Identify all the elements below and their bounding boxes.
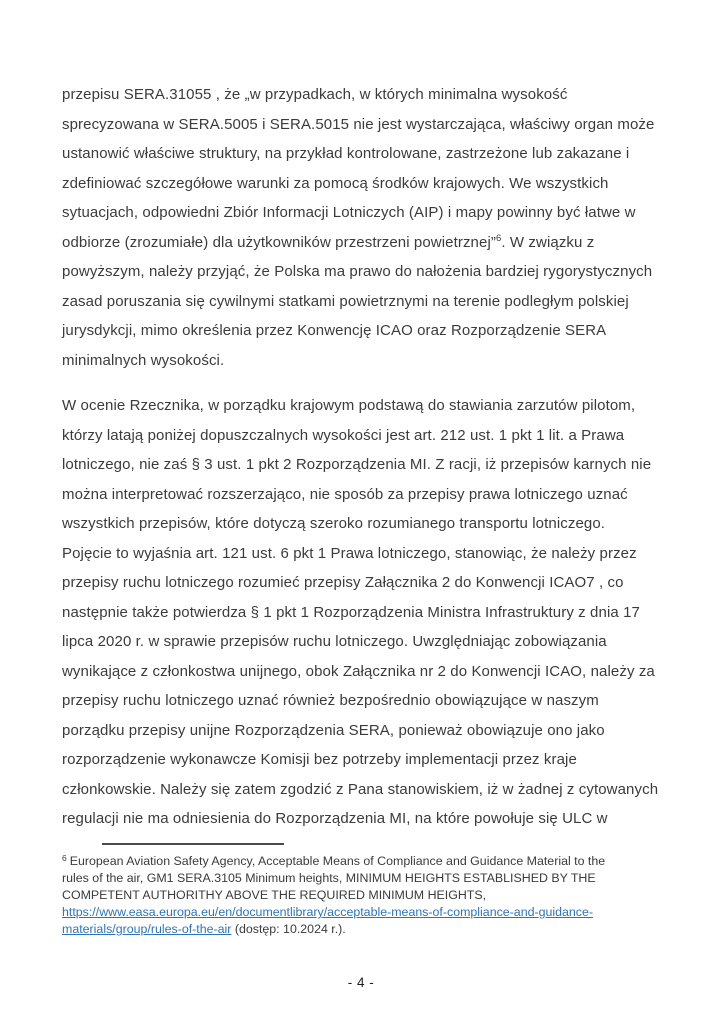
text-line: sytuacjach, odpowiedni Zbiór Informacji Lotniczych (AIP) i mapy powinny być łatwe w <box>62 204 636 221</box>
text-line: wynikające z członkostwa unijnego, obok Załącznika nr 2 do Konwencji ICAO, należy za <box>62 662 655 680</box>
text-line: którzy latają poniżej dopuszczalnych wysokości jest art. 212 ust. 1 pkt 1 lit. a Prawa <box>62 426 625 444</box>
text-line: porządku przepisy unijne Rozporządzenia SERA, ponieważ obowiązuje ono jako <box>62 721 605 739</box>
text-line: ustanowić właściwe struktury, na przykład kontrolowane, zastrzeżone lub zakazane i <box>62 145 630 162</box>
footnote-line <box>62 921 666 938</box>
page-number: - 4 - <box>347 975 375 990</box>
text-line: wszystkich przepisów, które dotyczą szeroko rozumianego transportu lotniczego. <box>62 515 606 532</box>
text-line: sprecyzowana w SERA.5005 i SERA.5015 nie jest wystarczająca, właściwy organ może <box>62 115 655 133</box>
footnote-marker: 6 <box>62 853 67 863</box>
text-line: lotniczego, nie zaś § 3 ust. 1 pkt 2 Rozporządzenia MI. Z racji, iż przepisów karnych nie <box>62 456 652 473</box>
text-line: rozporządzenie wykonawcze Komisji bez potrzeby implementacji przez kraje <box>62 751 577 768</box>
paragraph-2 <box>62 391 666 834</box>
text-line: powyższym, należy przyjąć, że Polska ma prawo do nałożenia bardziej rygorystycznych <box>62 263 653 280</box>
easa-link[interactable]: https://www.easa.europa.eu/en/documentlibrary/acceptable-means-of-compliance-and-guidance- <box>62 905 594 919</box>
footnote-line <box>62 904 666 921</box>
text-line: W ocenie Rzecznika, w porządku krajowym podstawą do stawiania zarzutów pilotom, <box>62 397 636 414</box>
footnote-separator <box>102 843 284 845</box>
document-body <box>62 80 666 850</box>
footnote-reference: 6 <box>495 232 502 244</box>
text-line: przepisy ruchu lotniczego uznać również bezpośrednio obowiązujące w naszym <box>62 692 599 709</box>
text-line: regulacji nie ma odniesienia do Rozporządzenia MI, na które powołuje się ULC w <box>62 810 608 827</box>
text-segment: odbiorze (zrozumiałe) dla użytkowników przestrzeni powietrznej” <box>62 233 496 251</box>
text-line <box>62 228 666 258</box>
footnote-6 <box>62 853 666 938</box>
footnote-line: COMPETENT AUTHORITHY ABOVE THE REQUIRED MINIMUM HEIGHTS, <box>62 888 487 902</box>
paragraph-1 <box>62 80 666 375</box>
text-line: minimalnych wysokości. <box>62 351 225 369</box>
text-line: przepisu SERA.31055 , że „w przypadkach, w których minimalna wysokość <box>62 86 568 103</box>
text-line: następnie także potwierdza § 1 pkt 1 Rozporządzenia Ministra Infrastruktury z dnia 17 <box>62 603 640 621</box>
footnote-access-date: (dostęp: 10.2024 r.). <box>231 922 346 936</box>
text-line: Pojęcie to wyjaśnia art. 121 ust. 6 pkt 1 Prawa lotniczego, stanowiąc, że należy przez <box>62 544 637 562</box>
footnote-line: rules of the air, GM1 SERA.3105 Minimum heights, MINIMUM HEIGHTS ESTABLISHED BY THE <box>62 871 596 885</box>
text-line: członkowskie. Należy się zatem zgodzić z Pana stanowiskiem, iż w żadnej z cytowanych <box>62 780 659 798</box>
easa-link[interactable]: materials/group/rules-of-the-air <box>62 922 232 936</box>
text-line: lipca 2020 r. w sprawie przepisów ruchu lotniczego. Uwzględniając zobowiązania <box>62 633 607 650</box>
text-line: zasad poruszania się cywilnymi statkami powietrznymi na terenie podległym polskiej <box>62 292 629 310</box>
text-line: zdefiniować szczegółowe warunki za pomocą środków krajowych. We wszystkich <box>62 174 609 192</box>
text-line: jurysdykcji, mimo określenia przez Konwencję ICAO oraz Rozporządzenie SERA <box>62 322 607 339</box>
text-line: przepisy ruchu lotniczego rozumieć przepisy Załącznika 2 do Konwencji ICAO7 , co <box>62 574 624 591</box>
text-line: można interpretować rozszerzająco, nie sposób za przepisy prawa lotniczego uznać <box>62 485 628 503</box>
footnote-area <box>62 843 666 938</box>
footnote-text: European Aviation Safety Agency, Acceptable Means of Compliance and Guidance Material to the <box>69 854 606 868</box>
footnote-line <box>62 853 666 870</box>
text-segment: . W związku z <box>501 233 595 251</box>
